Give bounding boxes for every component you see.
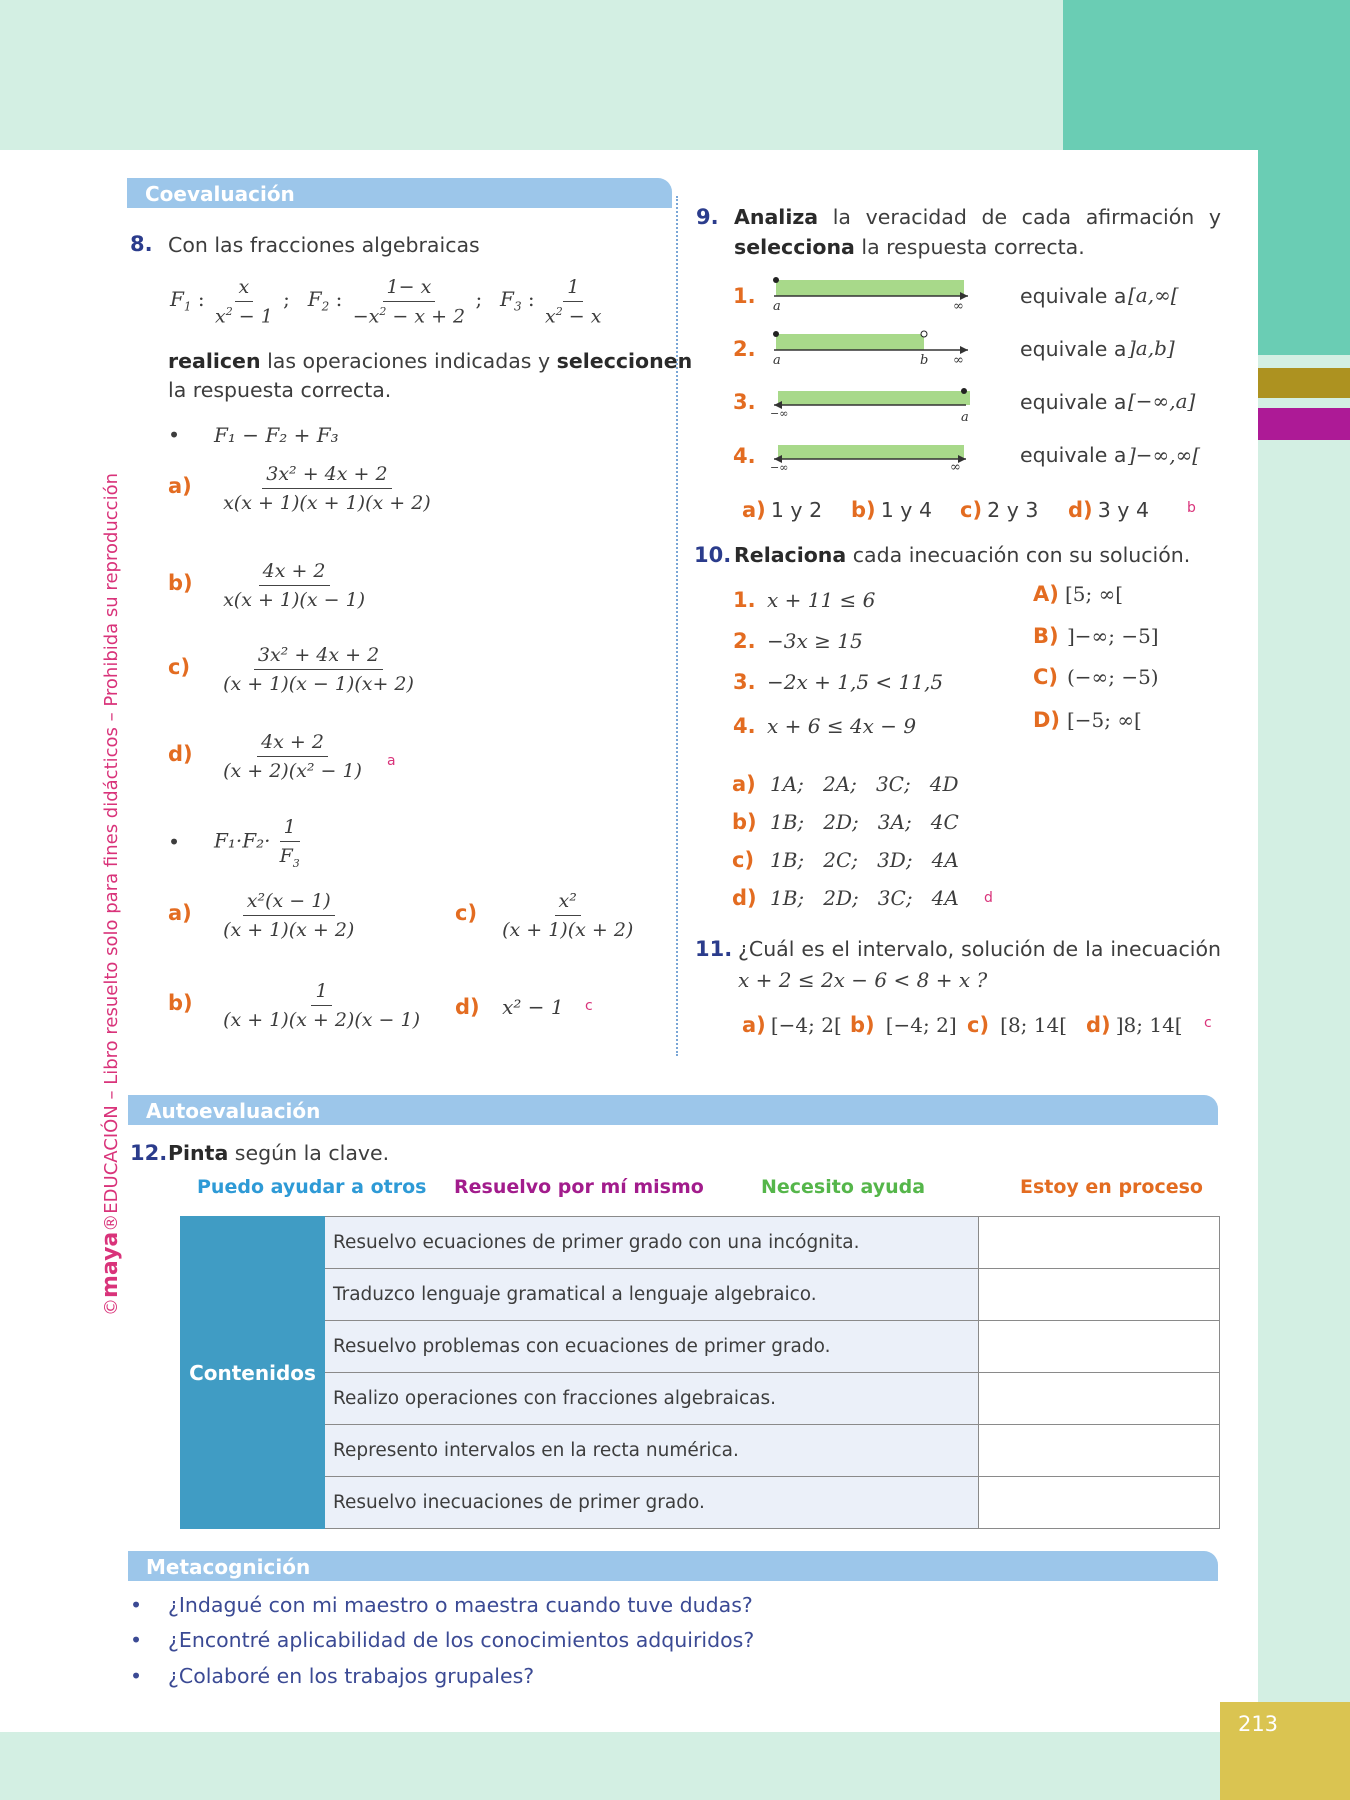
paint-cell[interactable] [979,1373,1220,1425]
q8-instruction: realicen las operaciones indicadas y seleccionen [168,349,693,373]
q9-numberline-4 [770,437,970,477]
q10-right-A: A) [5; ∞[ [1033,582,1124,606]
q8-instruction-end: la respuesta correcta. [168,378,392,402]
q9-numberline-4-label-inf: ∞ [950,460,961,475]
q8-option-c[interactable]: c) $\frac{\text{3x² + 4x + 2}}{(x + 1)(x - 1)(x+ 2)}$ [168,644,414,695]
q10-option-a[interactable]: a) 1A; 2A; 3C; 4D [732,772,959,796]
q11-option-b[interactable]: b) [−4; 2] [850,1013,957,1037]
paint-cell[interactable] [979,1477,1220,1529]
q10-right-C: C) (−∞; −5) [1033,665,1159,689]
bottom-banner [0,1732,1350,1800]
q11-expression: x + 2 ≤ 2x − 6 < 8 + x ? [738,968,988,992]
q9-numberline-2-label-inf: ∞ [953,353,964,368]
q11-statement: ¿Cuál es el intervalo, solución de la inecuación [738,937,1221,961]
table-item: Resuelvo ecuaciones de primer grado con una incógnita. [325,1217,979,1269]
q11-number: 11. [695,937,733,961]
meta-item-2: • ¿Encontré aplicabilidad de los conocimientos adquiridos? [130,1628,755,1652]
paint-cell[interactable] [979,1217,1220,1269]
q10-left-3: 3. −2x + 1,5 < 11,5 [733,670,944,694]
q9-item-4-interval: ]−∞,∞[ [1128,443,1201,467]
q9-numberline-3-label-neg-inf: −∞ [770,407,789,420]
metacognicion-header: Metacognición [128,1551,1218,1581]
q8-operation-2: F₁·F₂· $\frac{1}{F_3}$ [214,816,300,870]
q9-option-c[interactable]: c) 2 y 3 [960,498,1039,522]
legend-proceso: Estoy en proceso [1020,1176,1203,1198]
q8-option2-d[interactable]: d) x² − 1 [455,995,564,1019]
q8-option-d[interactable]: d) $\frac{4x + 2}{\text{(x + 2)(x² − 1)}}$ [168,731,362,782]
brand-name: maya [98,1231,123,1298]
q9-item-1-equiv: equivale a [1020,284,1127,308]
table-row [181,1321,1220,1373]
legend-necesito: Necesito ayuda [761,1176,926,1198]
q9-item-2-number: 2. [733,337,756,361]
autoevaluacion-table [180,1216,1220,1529]
q8-operation-1: F₁ − F₂ + F₃ [214,423,339,447]
q8-option2-a[interactable]: a) $\frac{\text{x²(x − 1)}}{(x + 1)(x + 2)}$ [168,890,355,941]
q10-answer: d [984,890,993,906]
table-row [181,1425,1220,1477]
q9-numberline-1-label-a: a [773,299,781,314]
q9-numberline-3-label-a: a [961,410,969,423]
q9-item-3-number: 3. [733,390,756,414]
autoevaluacion-header: Autoevaluación [128,1095,1218,1125]
paint-cell[interactable] [979,1425,1220,1477]
q9-numberline-2-label-b: b [920,353,929,368]
q9-numberline-1 [770,274,970,314]
q10-option-d[interactable]: d) 1B; 2D; 3C; 4A [732,886,959,910]
q8-fractions: $F_1$ : $\frac{x}{x^2 - 1}$ ; $F_2$ : $\frac{1- x}{-x^2 - x + 2}$ ; $F_3$ : $\frac{1}{x^2 - x}$ [170,276,602,328]
copyright-side-text: ©maya®EDUCACIÓN – Libro resuelto solo para fines didácticos – Prohibida su reproducción [98,472,123,1316]
paint-cell[interactable] [979,1321,1220,1373]
q9-numberline-3 [770,383,970,423]
meta-item-3: • ¿Colaboré en los trabajos grupales? [130,1664,535,1688]
q10-option-c[interactable]: c) 1B; 2C; 3D; 4A [732,848,959,872]
q8-option-b[interactable]: b) $\frac{4x + 2}{x(x + 1)(x - 1)}$ [168,560,366,611]
q10-option-b[interactable]: b) 1B; 2D; 3A; 4C [732,810,959,834]
q10-number: 10. [694,543,732,567]
q10-statement: Relaciona cada inecuación con su solución. [734,543,1191,567]
q10-left-2: 2. −3x ≥ 15 [733,629,863,653]
q9-option-a[interactable]: a) 1 y 2 [742,498,823,522]
q9-item-1-number: 1. [733,284,756,308]
q10-left-1: 1. x + 11 ≤ 6 [733,588,876,612]
table-row [181,1217,1220,1269]
table-item: Traduzco lenguaje gramatical a lenguaje algebraico. [325,1269,979,1321]
q9-statement: Analiza la veracidad de cada afirmación y [734,205,1221,229]
right-accent-olive [1258,368,1350,398]
q9-numberline-1-label-inf: ∞ [953,299,964,314]
q9-item-2-equiv: equivale a [1020,337,1127,361]
table-item: Realizo operaciones con fracciones algebraicas. [325,1373,979,1425]
q8-option2-b[interactable]: b) $\frac{1}{(x + 1)(x + 2)(x - 1)}$ [168,980,420,1031]
q9-item-3-equiv: equivale a [1020,390,1127,414]
right-accent-magenta [1258,408,1350,440]
q8-answer-1: a [387,753,396,769]
meta-item-1: • ¿Indagué con mi maestro o maestra cuando tuve dudas? [130,1593,753,1617]
q11-option-d[interactable]: d) ]8; 14[ [1086,1013,1183,1037]
table-row [181,1477,1220,1529]
q9-answer: b [1187,500,1196,516]
q12-statement: Pinta según la clave. [168,1141,390,1165]
q12-number: 12. [130,1141,168,1165]
q8-answer-2: c [585,998,593,1014]
column-divider [676,196,678,1056]
q9-item-2-interval: ]a,b] [1128,336,1175,360]
legend-ayudar: Puedo ayudar a otros [197,1176,427,1198]
q9-numberline-2-label-a: a [773,353,781,368]
table-item: Represento intervalos en la recta numérica. [325,1425,979,1477]
q9-numberline-2 [770,328,970,368]
top-right-accent [1063,0,1350,150]
q8-number: 8. [130,232,153,256]
paint-cell[interactable] [979,1269,1220,1321]
q10-right-D: D) [−5; ∞[ [1033,708,1142,732]
coevaluacion-header: Coevaluación [127,178,672,208]
q9-numberline-4-label-neg-inf: −∞ [770,461,789,474]
q8-bullet-2: • [168,830,181,854]
q9-statement-end: selecciona la respuesta correcta. [734,235,1085,259]
right-accent-teal [1258,150,1350,355]
q8-intro: Con las fracciones algebraicas [168,233,480,257]
q9-option-b[interactable]: b) 1 y 4 [851,498,932,522]
q9-option-d[interactable]: d) 3 y 4 [1068,498,1149,522]
q11-option-a[interactable]: a) [−4; 2[ [742,1013,842,1037]
q8-option-a[interactable]: a) $\frac{\text{3x² + 4x + 2}}{x(x + 1)(x + 1)(x + 2)}$ [168,463,431,514]
q11-option-c[interactable]: c) [8; 14[ [967,1013,1068,1037]
q9-number: 9. [696,205,719,229]
table-row [181,1373,1220,1425]
table-item: Resuelvo problemas con ecuaciones de primer grado. [325,1321,979,1373]
q8-bullet-1: • [168,423,181,447]
q9-item-1-interval: [a,∞[ [1128,283,1179,307]
page-number: 213 [1237,1712,1279,1736]
q9-item-4-equiv: equivale a [1020,443,1127,467]
table-item: Resuelvo inecuaciones de primer grado. [325,1477,979,1529]
q8-option2-c[interactable]: c) $\frac{\text{x²}}{(x + 1)(x + 2)}$ [455,890,634,941]
q10-right-B: B) ]−∞; −5] [1033,624,1159,648]
q9-item-4-number: 4. [733,444,756,468]
q10-left-4: 4. x + 6 ≤ 4x − 9 [733,714,917,738]
table-head-contenidos: Contenidos [181,1217,325,1529]
q11-answer: c [1204,1015,1212,1031]
table-row [181,1269,1220,1321]
legend-resuelvo: Resuelvo por mí mismo [454,1176,704,1198]
q9-item-3-interval: [−∞,a] [1128,389,1196,413]
